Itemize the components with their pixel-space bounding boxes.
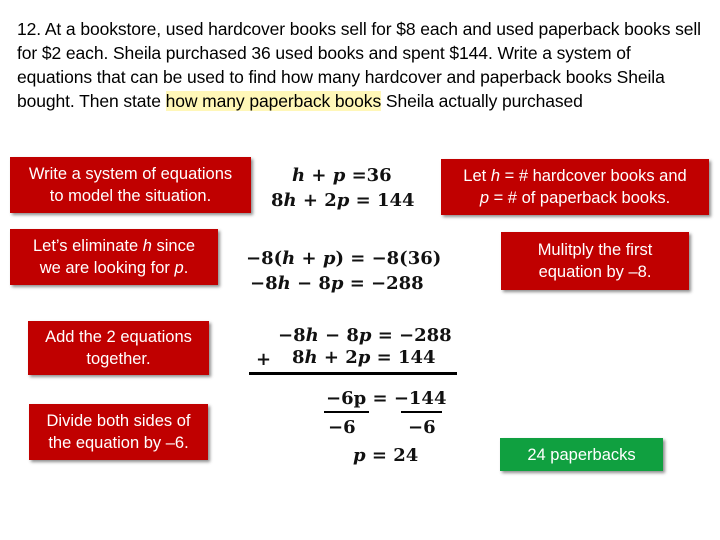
r3-rhs: = 24 <box>365 445 419 466</box>
problem-text: 12. At a bookstore, used hardcover books sell for $8 each and used paperback books sell for $2 each. Sheila purchased 36 used books and spent $144. Write a system of equations that can be used to find how many hardcover and paperback books Sheila bought. Then state <box>17 19 701 111</box>
sum-plus-sign: + <box>256 349 272 370</box>
step-eliminate-text3: we are looking for <box>39 259 175 277</box>
sum-line-2 <box>292 345 436 370</box>
m1-plus: + <box>295 248 323 269</box>
m1-h: h <box>282 248 296 269</box>
def-text2: = # hardcover books and <box>500 167 687 185</box>
step-write-system-line2: to model the situation. <box>49 187 212 205</box>
s2-rhs: = 144 <box>370 347 436 368</box>
multiply-note-line2: equation by –8. <box>538 263 652 281</box>
eq1-rhs: =36 <box>345 165 392 186</box>
answer-box <box>500 438 663 471</box>
eq1-p: p <box>332 165 346 186</box>
m2-p: p <box>330 273 344 294</box>
problem-statement <box>17 17 707 113</box>
multiply-note-line1: Mulitply the first <box>537 241 653 259</box>
step-write-system-line1: Write a system of equations <box>28 165 233 183</box>
multiplied-result <box>250 271 424 296</box>
equation-2 <box>271 188 415 213</box>
eq2-rhs: = 144 <box>349 190 415 211</box>
eq2-p: p <box>336 190 350 211</box>
r1-lhs: −6p <box>326 388 367 409</box>
m1-p: p <box>322 248 336 269</box>
def-text1: Let <box>463 167 491 185</box>
definitions-box <box>441 159 709 215</box>
equation-1 <box>292 163 392 188</box>
s1-mid: − 8 <box>318 325 359 346</box>
step-eliminate-text4: . <box>183 259 189 277</box>
result-equation <box>326 386 446 411</box>
step-add-line1: Add the 2 equations <box>45 328 192 346</box>
step-divide-line1: Divide both sides of <box>46 412 191 430</box>
step-divide-line2: the equation by –6. <box>48 434 189 452</box>
eq2-plus: + 2 <box>296 190 337 211</box>
r1-rhs: = −144 <box>366 388 447 409</box>
eq2-coef: 8 <box>271 190 284 211</box>
fraction-bar-left <box>324 411 369 413</box>
divisor-right: −6 <box>408 417 436 438</box>
sum-rule <box>249 372 457 375</box>
step-eliminate-box <box>10 229 218 285</box>
eq2-h: h <box>283 190 297 211</box>
variable-p: p <box>174 259 184 277</box>
s1-pre: −8 <box>278 325 306 346</box>
final-answer-equation <box>353 443 418 468</box>
s1-h: h <box>305 325 319 346</box>
s2-mid: + 2 <box>317 347 358 368</box>
s2-h: h <box>304 347 318 368</box>
eq1-h: h <box>292 165 306 186</box>
s1-p: p <box>358 325 372 346</box>
s2-pre: 8 <box>292 347 305 368</box>
m2-pre: −8 <box>250 273 278 294</box>
def-var-h: h <box>490 167 501 185</box>
m1-pre: −8( <box>246 248 283 269</box>
problem-text-end: Sheila actually purchased <box>381 91 583 111</box>
eq1-plus: + <box>305 165 333 186</box>
step-divide-box <box>29 404 208 460</box>
step-add-line2: together. <box>86 350 151 368</box>
step-add-box <box>28 321 209 375</box>
step-eliminate-text: Let’s eliminate <box>32 237 143 255</box>
def-text3: = # of paperback books. <box>489 189 671 207</box>
m2-h: h <box>277 273 291 294</box>
def-var-p: p <box>479 189 489 207</box>
s2-p: p <box>357 347 371 368</box>
m1-rhs: ) = −8(36) <box>335 248 442 269</box>
s1-rhs: = −288 <box>371 325 452 346</box>
step-eliminate-text2: since <box>151 237 196 255</box>
m2-mid: − 8 <box>290 273 331 294</box>
m2-rhs: = −288 <box>343 273 424 294</box>
variable-h: h <box>142 237 152 255</box>
highlighted-phrase: how many paperback books <box>165 91 382 111</box>
multiply-note-box <box>501 232 689 290</box>
divisor-left: −6 <box>328 417 356 438</box>
fraction-bar-right <box>401 411 442 413</box>
answer-text: 24 paperbacks <box>527 445 636 464</box>
r3-p: p <box>353 445 366 466</box>
multiplied-equation <box>246 246 441 271</box>
step-write-system-box <box>10 157 251 213</box>
